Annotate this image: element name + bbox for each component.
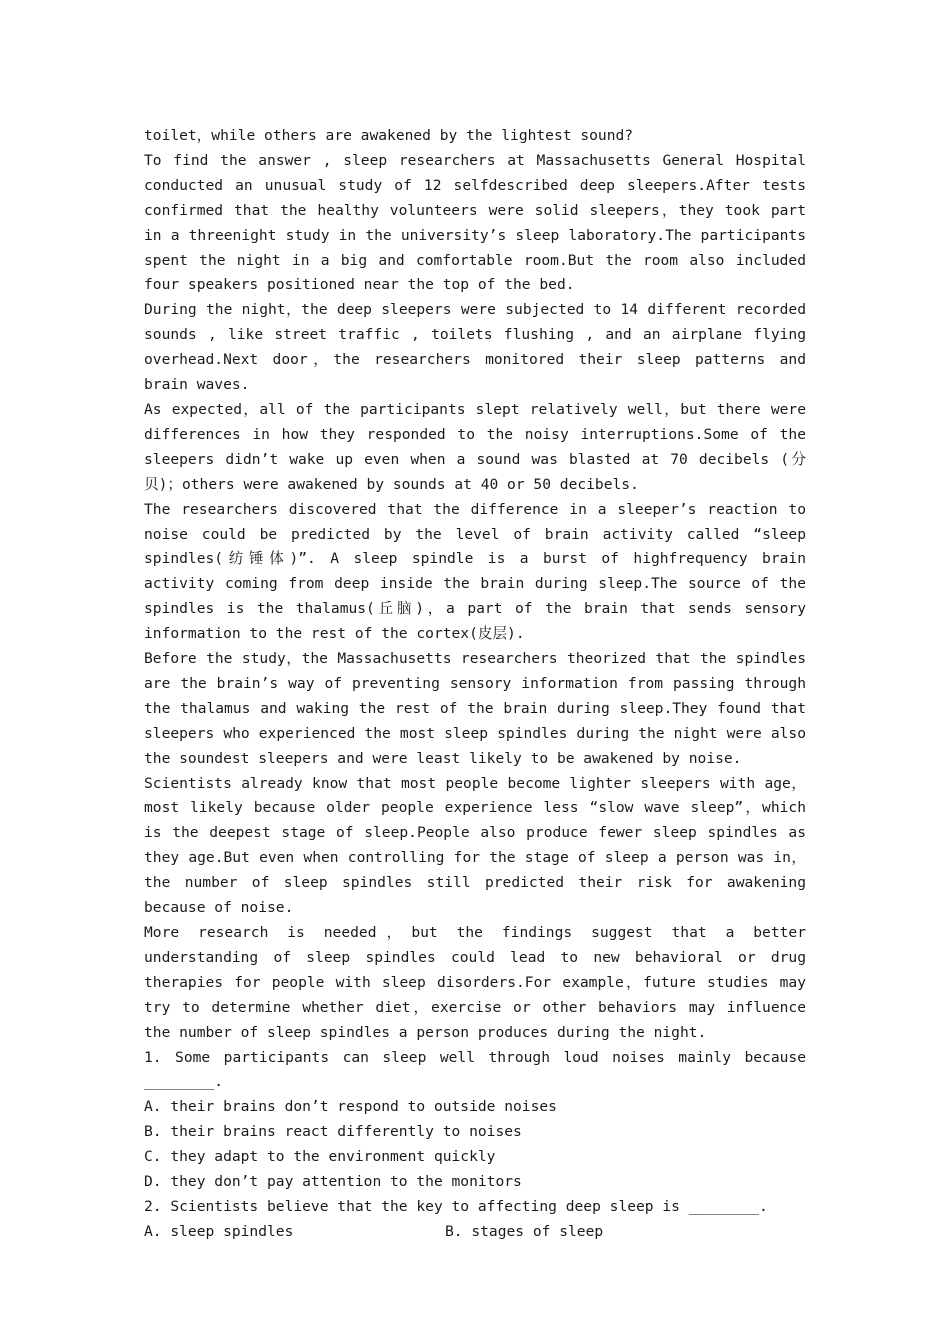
question-1-option-a: A. their brains don’t respond to outside noises (144, 1098, 557, 1116)
question-2-stem: 2. Scientists believe that the key to affecting deep sleep is ________. (144, 1197, 768, 1215)
question-1-option-c: C. they adapt to the environment quickly (144, 1148, 496, 1166)
passage-paragraph-7: Scientists already know that most people become lighter sleepers with age，most likely because older people experience less “slow wave sleep”，which is the deepest stage of sleep.People also produce fewer sleep spindles as they age.But even when controlling for the stage of sleep a person was in，the number of sleep spindles still predicted their risk for awakening because of noise. (144, 774, 806, 917)
passage-paragraph-6: Before the study，the Massachusetts researchers theorized that the spindles are the brain’s way of preventing sensory information from passing through the thalamus and waking the rest of the brain during sleep.They found that sleepers who experienced the most sleep spindles during the night were also the soundest sleepers and were least likely to be awakened by noise. (144, 650, 806, 767)
passage-paragraph-3: During the night，the deep sleepers were subjected to 14 different recorded sounds , like street traffic , toilets flushing , and an airplane flying overhead.Next door，the researchers monitored their sleep patterns and brain waves. (144, 301, 806, 394)
question-2-option-b: B. stages of sleep (445, 1222, 604, 1240)
passage-paragraph-1: toilet，while others are awakened by the lightest sound? (144, 127, 634, 144)
passage-paragraph-4: As expected，all of the participants slept relatively well，but there were differences in how they responded to the noisy interruptions.Some of the sleepers didn’t wake up even when a sound was blasted at 70 decibels (分贝)；others were awakened by sounds at 40 or 50 decibels. (144, 400, 806, 493)
question-2-options-row (144, 1220, 806, 1245)
question-2-option-a: A. sleep spindles (144, 1222, 294, 1240)
question-1-option-d: D. they don’t pay attention to the monitors (144, 1173, 522, 1191)
question-1-stem: 1. Some participants can sleep well through loud noises mainly because ________. (144, 1048, 806, 1091)
passage-paragraph-2: To find the answer , sleep researchers at Massachusetts General Hospital conducted an unusual study of 12 selfdescribed deep sleepers.After tests confirmed that the healthy volunteers were solid sleepers，they took part in a threenight study in the university’s sleep laboratory.The participants spent the night in a big and comfortable room.But the room also included four speakers positioned near the top of the bed. (144, 151, 806, 294)
passage-paragraph-8: More research is needed，but the findings suggest that a better understanding of sleep spindles could lead to new behavioral or drug therapies for people with sleep disorders.For example，future studies may try to determine whether diet，exercise or other behaviors may influence the number of sleep spindles a person produces during the night. (144, 924, 806, 1041)
question-1-option-b: B. their brains react differently to noises (144, 1123, 522, 1141)
document-page (144, 124, 806, 1245)
passage-paragraph-5: The researchers discovered that the difference in a sleeper’s reaction to noise could be predicted by the level of brain activity called “sleep spindles(纺锤体)”. A sleep spindle is a burst of highfrequency brain activity coming from deep inside the brain during sleep.The source of the spindles is the thalamus(丘脑)，a part of the brain that sends sensory information to the rest of the cortex(皮层). (144, 500, 806, 643)
